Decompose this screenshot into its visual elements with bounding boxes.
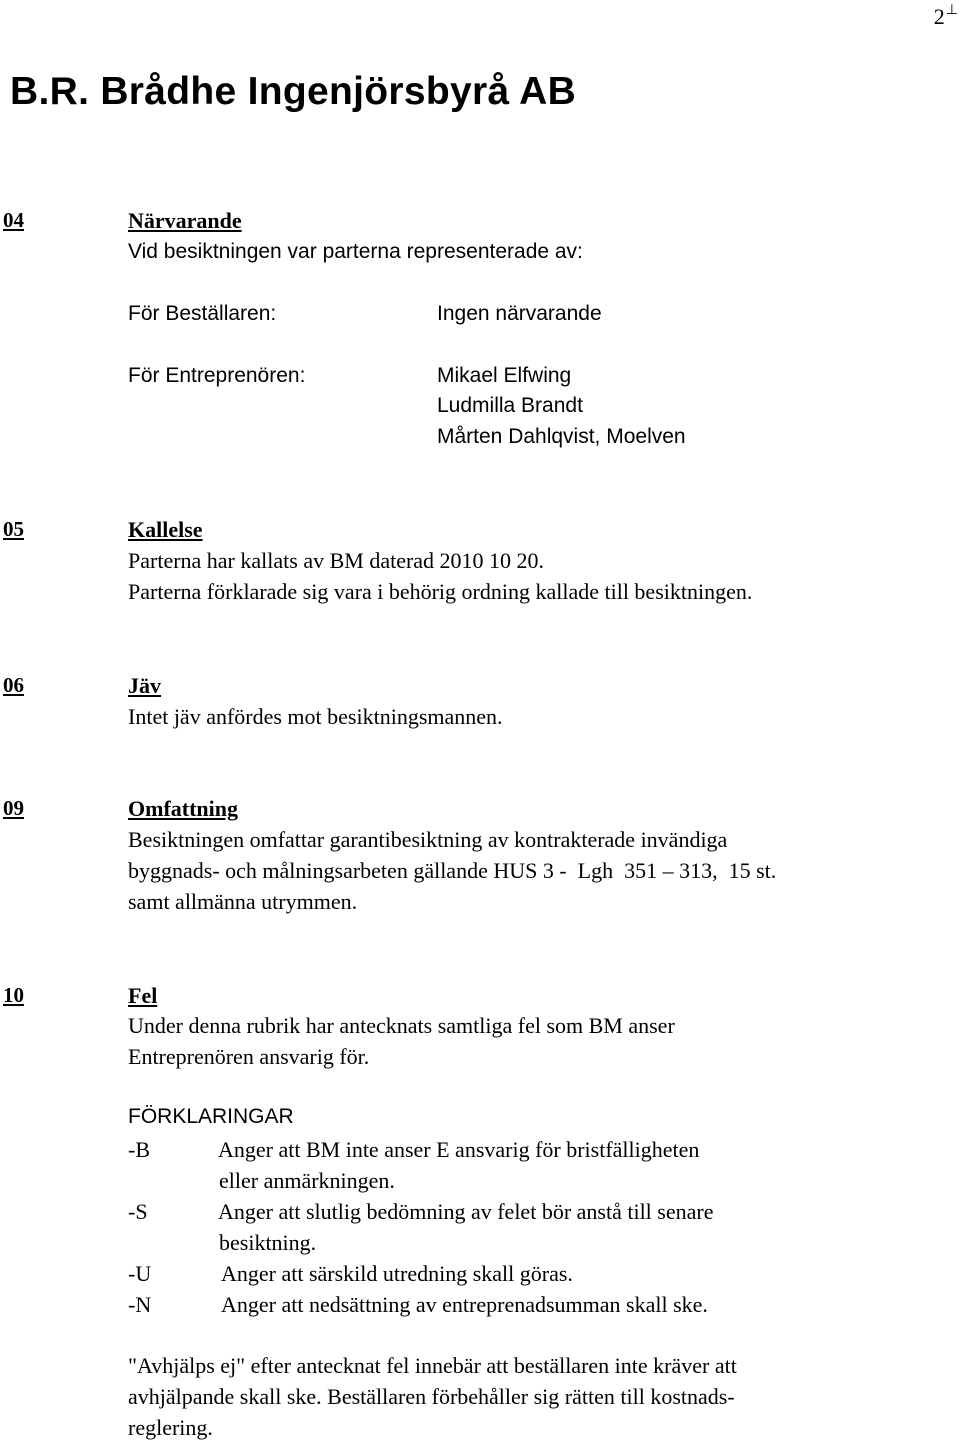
page-number-mark: ⊥ xyxy=(945,3,958,18)
legend-text-b: Anger att BM inte anser E ansvarig för bristfälligheten xyxy=(218,1137,700,1162)
legend-text-b-cont: eller anmärkningen. xyxy=(219,1168,395,1193)
legend-text-n: Anger att nedsättning av entreprenadsumman skall ske. xyxy=(221,1292,708,1317)
entreprenor-name-2: Ludmilla Brandt xyxy=(437,394,583,417)
legend-text-s-cont: besiktning. xyxy=(219,1230,317,1255)
page-number xyxy=(934,2,958,30)
page-number-value: 2 xyxy=(933,4,945,29)
note-line-3: reglering. xyxy=(128,1415,213,1440)
legend-code-s: -S xyxy=(128,1199,148,1224)
section-09-number: 09 xyxy=(3,796,24,820)
company-title: B.R. Brådhe Ingenjörsbyrå AB xyxy=(10,70,577,113)
section-05-line-1: Parterna har kallats av BM daterad 2010 10 20. xyxy=(128,548,545,573)
section-06-number: 06 xyxy=(3,673,24,697)
legend-code-u: -U xyxy=(128,1261,152,1286)
legend-code-b: -B xyxy=(128,1137,150,1162)
section-10-number: 10 xyxy=(3,983,24,1007)
label-bestallare: För Beställaren: xyxy=(128,302,277,325)
section-06-line-1: Intet jäv anfördes mot besiktningsmannen. xyxy=(128,704,503,729)
section-04-heading: Närvarande xyxy=(128,208,242,233)
note-line-1: "Avhjälps ej" efter antecknat fel innebär att beställaren inte kräver att xyxy=(128,1353,737,1378)
legend-text-u: Anger att särskild utredning skall göras. xyxy=(221,1261,573,1286)
section-09-line-2: byggnads- och målningsarbeten gällande HUS 3 - Lgh 351 – 313, 15 st. xyxy=(128,858,777,883)
label-entreprenor: För Entreprenören: xyxy=(128,364,306,387)
legend-text-s: Anger att slutlig bedömning av felet bör anstå till senare xyxy=(218,1199,714,1224)
section-10-heading: Fel xyxy=(128,983,158,1008)
entreprenor-name-3: Mårten Dahlqvist, Moelven xyxy=(437,425,686,448)
section-05-line-2: Parterna förklarade sig vara i behörig ordning kallade till besiktningen. xyxy=(128,579,753,604)
legend-code-n: -N xyxy=(128,1292,152,1317)
note-line-2: avhjälpande skall ske. Beställaren förbehåller sig rätten till kostnads- xyxy=(128,1384,735,1409)
section-05-number: 05 xyxy=(3,517,24,541)
section-10-line-1: Under denna rubrik har antecknats samtliga fel som BM anser xyxy=(128,1013,675,1038)
section-05-heading: Kallelse xyxy=(128,517,203,542)
section-10-line-2: Entreprenören ansvarig för. xyxy=(128,1044,370,1069)
section-09-heading: Omfattning xyxy=(128,796,238,821)
section-06-heading: Jäv xyxy=(128,673,161,698)
section-04-intro: Vid besiktningen var parterna representerade av: xyxy=(128,240,583,263)
section-09-line-3: samt allmänna utrymmen. xyxy=(128,889,358,914)
legend-title: FÖRKLARINGAR xyxy=(128,1105,294,1128)
section-09-line-1: Besiktningen omfattar garantibesiktning av kontrakterade invändiga xyxy=(128,827,728,852)
value-bestallare: Ingen närvarande xyxy=(437,302,602,325)
entreprenor-name-1: Mikael Elfwing xyxy=(437,364,572,387)
section-04-number: 04 xyxy=(3,208,24,232)
